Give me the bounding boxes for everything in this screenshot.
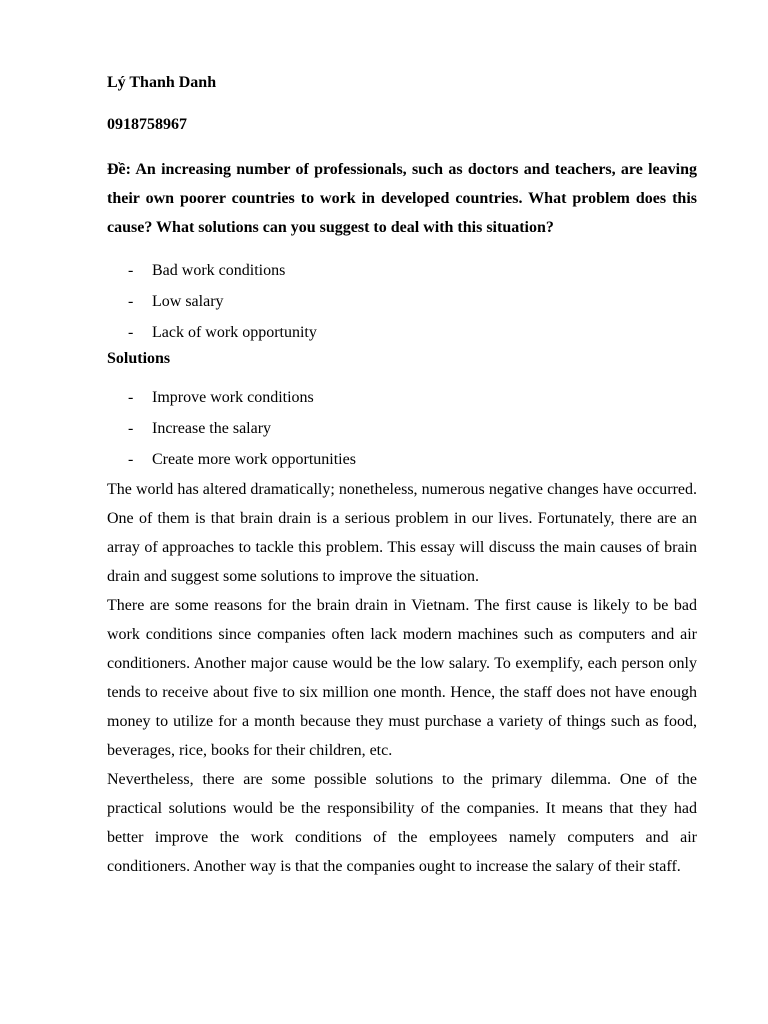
list-dash: - xyxy=(128,324,134,341)
author-phone: 0918758967 xyxy=(107,116,187,133)
list-dash: - xyxy=(128,389,134,406)
list-item xyxy=(107,444,697,475)
list-item xyxy=(107,255,697,286)
list-item xyxy=(107,286,697,317)
prompt-text: An increasing number of professionals, such as doctors and teachers, are leaving their own poorer countries to work in developed countries. What problem does this cause? What solutions can you suggest to deal with this situation? xyxy=(107,161,697,236)
document-page xyxy=(107,72,697,881)
problems-list xyxy=(107,255,697,348)
essay-paragraph-intro: The world has altered dramatically; nonetheless, numerous negative changes have occurred. One of them is that brain drain is a serious problem in our lives. Fortunately, there are an array of approaches to tackle this problem. This essay will discuss the main causes of brain drain and suggest some solutions to improve the situation. xyxy=(107,481,697,585)
list-item-text: Increase the salary xyxy=(152,420,272,437)
list-item xyxy=(107,382,697,413)
list-item-text: Low salary xyxy=(152,293,224,310)
list-dash: - xyxy=(128,262,134,279)
prompt-label: Đề: xyxy=(107,161,131,178)
list-item-text: Bad work conditions xyxy=(152,262,286,279)
list-dash: - xyxy=(128,420,134,437)
list-item xyxy=(107,413,697,444)
list-item-text: Lack of work opportunity xyxy=(152,324,317,341)
list-item-text: Create more work opportunities xyxy=(152,451,356,468)
list-item-text: Improve work conditions xyxy=(152,389,314,406)
solutions-list xyxy=(107,382,697,475)
author-name: Lý Thanh Danh xyxy=(107,74,217,91)
essay-paragraph-solutions: Nevertheless, there are some possible solutions to the primary dilemma. One of the practical solutions would be the responsibility of the companies. It means that they had better improve the work conditions of the employees namely computers and air conditioners. Another way is that the companies ought to increase the salary of their staff. xyxy=(107,771,697,875)
solutions-heading: Solutions xyxy=(107,350,171,367)
essay-prompt xyxy=(107,155,697,242)
list-item xyxy=(107,317,697,348)
list-dash: - xyxy=(128,293,134,310)
essay-body xyxy=(107,475,697,881)
list-dash: - xyxy=(128,451,134,468)
essay-paragraph-causes: There are some reasons for the brain drain in Vietnam. The first cause is likely to be bad work conditions since companies often lack modern machines such as computers and air conditioners. Another major cause would be the low salary. To exemplify, each person only tends to receive about five to six million one month. Hence, the staff does not have enough money to utilize for a month because they must purchase a variety of things such as food, beverages, rice, books for their children, etc. xyxy=(107,597,697,759)
